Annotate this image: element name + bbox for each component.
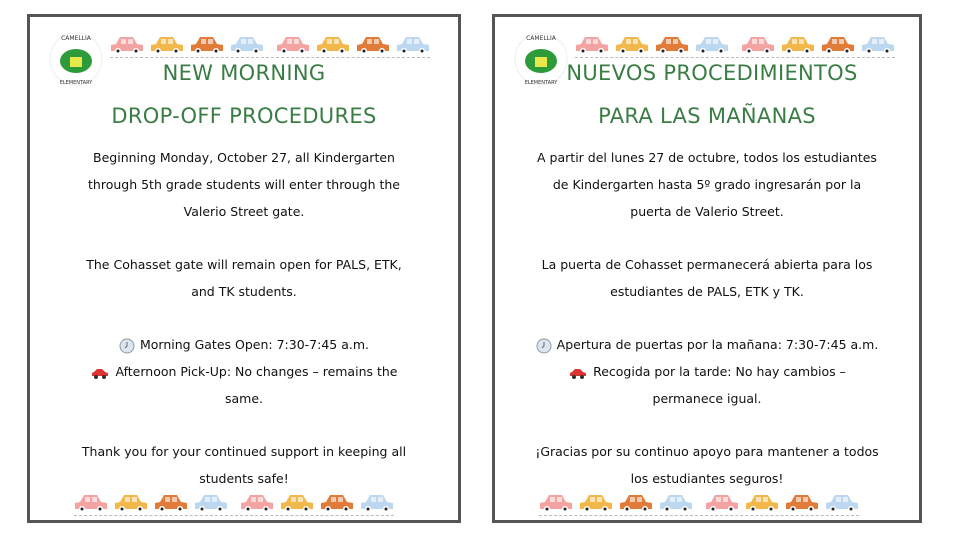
flyer-body — [30, 144, 458, 492]
text-line: Valerio Street gate. — [183, 204, 305, 219]
text-line: Beginning Monday, October 27, all Kindergarten — [93, 150, 395, 165]
car-icon — [74, 493, 108, 513]
text-line: ¡Gracias por su continuo apoyo para mantener a todos — [535, 444, 879, 459]
car-icon — [655, 35, 689, 55]
car-icon — [320, 493, 354, 513]
car-icon — [316, 35, 350, 55]
car-icon — [619, 493, 653, 513]
text-line: and TK students. — [191, 284, 297, 299]
car-icon — [615, 35, 649, 55]
car-icon — [821, 35, 855, 55]
text-line: estudiantes de PALS, ETK y TK. — [610, 284, 804, 299]
car-icon — [356, 35, 390, 55]
title-line-2: PARA LAS MAÑANAS — [598, 104, 816, 128]
pickup-text: Recogida por la tarde: No hay cambios – — [593, 364, 846, 379]
text-line: students safe! — [199, 471, 289, 486]
car-row-bottom — [74, 493, 394, 516]
text-line: La puerta de Cohasset permanecerá abierta para los — [541, 257, 873, 272]
car-row-bottom — [539, 493, 859, 516]
car-icon — [360, 493, 394, 513]
car-icon — [150, 35, 184, 55]
text-line: puerta de Valerio Street. — [630, 204, 784, 219]
text-line: The Cohasset gate will remain open for PALS, ETK, — [86, 257, 402, 272]
car-icon — [659, 493, 693, 513]
svg-text:CAMELLIA: CAMELLIA — [526, 35, 556, 42]
car-icon — [396, 35, 430, 55]
text-line: through 5th grade students will enter through the — [88, 177, 400, 192]
text-line: A partir del lunes 27 de octubre, todos los estudiantes — [537, 150, 877, 165]
red-car-icon — [568, 367, 588, 379]
car-icon — [745, 493, 779, 513]
pickup-text: Afternoon Pick-Up: No changes – remains the — [115, 364, 398, 379]
car-icon — [114, 493, 148, 513]
car-icon — [695, 35, 729, 55]
english-flyer — [27, 14, 461, 523]
car-row-top — [110, 35, 430, 58]
gates-open-text: Apertura de puertas por la mañana: 7:30-7:45 a.m. — [556, 337, 879, 352]
car-icon — [705, 493, 739, 513]
clock-icon — [119, 338, 135, 354]
car-icon — [276, 35, 310, 55]
car-icon — [781, 35, 815, 55]
car-icon — [825, 493, 859, 513]
title-line-1: NEW MORNING — [162, 61, 326, 85]
svg-text:CAMELLIA: CAMELLIA — [61, 35, 91, 42]
text-line: de Kindergarten hasta 5º grado ingresarán por la — [552, 177, 862, 192]
car-icon — [190, 35, 224, 55]
car-icon — [110, 35, 144, 55]
text-line: permanece igual. — [652, 391, 762, 406]
car-icon — [539, 493, 573, 513]
title-line-1: NUEVOS PROCEDIMIENTOS — [566, 61, 858, 85]
red-car-icon — [90, 367, 110, 379]
flyer-body — [495, 144, 919, 492]
car-icon — [575, 35, 609, 55]
spanish-flyer — [492, 14, 922, 523]
car-icon — [785, 493, 819, 513]
car-icon — [194, 493, 228, 513]
car-row-top — [575, 35, 895, 58]
car-icon — [240, 493, 274, 513]
text-line: Thank you for your continued support in keeping all — [81, 444, 407, 459]
car-icon — [230, 35, 264, 55]
car-icon — [154, 493, 188, 513]
title-line-2: DROP-OFF PROCEDURES — [111, 104, 377, 128]
car-icon — [861, 35, 895, 55]
car-icon — [741, 35, 775, 55]
clock-icon — [536, 338, 552, 354]
text-line: same. — [224, 391, 263, 406]
svg-text:ELEMENTARY: ELEMENTARY — [59, 80, 93, 86]
text-line: los estudiantes seguros! — [630, 471, 784, 486]
car-icon — [579, 493, 613, 513]
car-icon — [280, 493, 314, 513]
svg-text:ELEMENTARY: ELEMENTARY — [524, 80, 558, 86]
gates-open-text: Morning Gates Open: 7:30-7:45 a.m. — [140, 337, 369, 352]
